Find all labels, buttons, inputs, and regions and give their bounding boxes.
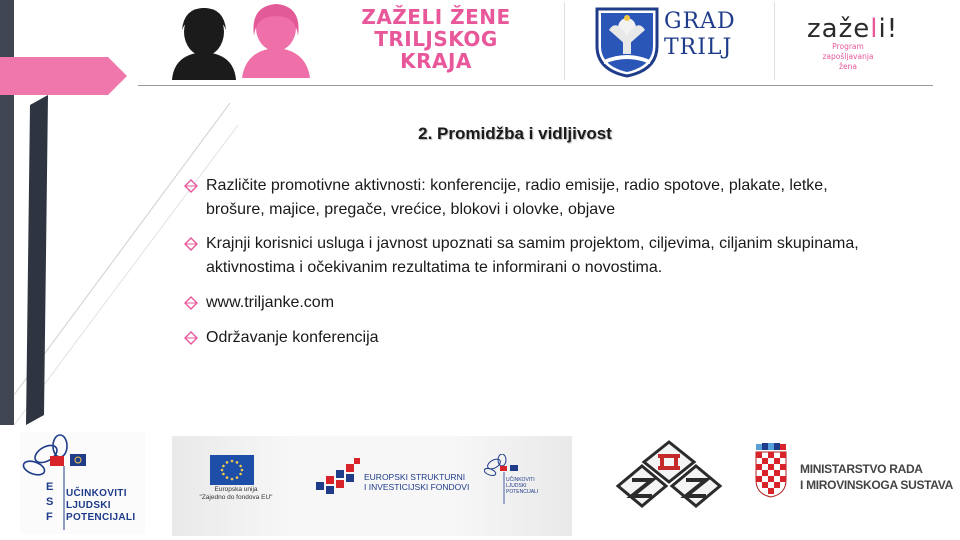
esf-small-tagline bbox=[506, 477, 538, 495]
zazeli-wordmark-pre: zaže bbox=[807, 14, 871, 44]
zazeli-subtitle bbox=[812, 42, 884, 72]
esf-letter-e: E bbox=[46, 481, 54, 493]
structural-funds-blocks-icon bbox=[314, 456, 362, 496]
header-rule bbox=[138, 85, 933, 86]
eu-caption-line-2: "Zajedno do fondova EU" bbox=[199, 494, 273, 501]
esf-small-line-3: POTENCIJALI bbox=[506, 489, 539, 495]
bullet-list bbox=[184, 174, 884, 350]
zazeli-wordmark-accent: l bbox=[870, 14, 879, 44]
eu-flag-icon bbox=[210, 455, 254, 485]
bullet-text: Održavanje konferencija bbox=[206, 329, 379, 346]
esf-letter-s: S bbox=[46, 496, 54, 508]
eu-caption bbox=[196, 486, 276, 502]
zazeli-wordmark-post: i! bbox=[878, 14, 899, 44]
list-item bbox=[184, 326, 884, 350]
women-logo-line-1: ZAŽELI ŽENE bbox=[361, 5, 511, 29]
website-link[interactable]: www.triljanke.com bbox=[206, 294, 335, 311]
zazeli-subtitle-line-3: žena bbox=[839, 62, 857, 71]
city-name-line-2: TRILJ bbox=[664, 35, 733, 60]
bullet-diamond-icon bbox=[184, 296, 198, 310]
city-name-line-1: GRAD bbox=[664, 9, 736, 34]
eu-caption-line-1: Europska unija bbox=[214, 486, 258, 493]
ministry-name bbox=[800, 461, 953, 493]
esf-tagline-line-2: LJUDSKI bbox=[66, 500, 111, 511]
esf-small-line-1: UČINKOVITI bbox=[506, 477, 535, 483]
esf-small-line-2: LJUDSKI bbox=[506, 483, 527, 489]
esf-tagline-line-1: UČINKOVITI bbox=[66, 488, 127, 499]
list-item bbox=[184, 291, 884, 315]
pink-arrow-decoration bbox=[0, 57, 127, 95]
bullet-text: Različite promotivne aktivnosti: konferencije, radio emisije, radio spotove, plakate, letke, brošure, majice, pregače, vrećice, blokovi i olovke, objave bbox=[206, 177, 828, 218]
list-item bbox=[184, 232, 884, 280]
list-item bbox=[184, 174, 884, 222]
zazeli-program-logo bbox=[807, 14, 898, 44]
employment-service-logo bbox=[614, 440, 724, 510]
zazeli-subtitle-line-1: Program bbox=[832, 42, 864, 51]
women-logo-line-3: KRAJA bbox=[400, 49, 472, 73]
esf-tagline bbox=[66, 488, 135, 524]
esf-letters bbox=[46, 480, 53, 525]
bullet-text: Krajnji korisnici usluga i javnost upoznati sa samim projektom, ciljevima, ciljanim skupinama, aktivnostima i očekivanim rezultatima te informirani o novostima. bbox=[206, 235, 859, 276]
structural-funds-line-1: EUROPSKI STRUKTURNI bbox=[364, 472, 466, 482]
bullet-diamond-icon bbox=[184, 179, 198, 193]
slide-title: 2. Promidžba i vidljivost bbox=[418, 124, 612, 143]
header-divider bbox=[564, 2, 565, 80]
structural-funds-line-2: I INVESTICIJSKI FONDOVI bbox=[364, 482, 470, 492]
bullet-diamond-icon bbox=[184, 237, 198, 251]
bullet-diamond-icon bbox=[184, 331, 198, 345]
croatian-crest-icon bbox=[754, 442, 788, 498]
esf-tagline-line-3: POTENCIJALI bbox=[66, 512, 136, 523]
esf-letter-f: F bbox=[46, 511, 53, 523]
ministry-line-2: I MIROVINSKOGA SUSTAVA bbox=[800, 478, 953, 492]
women-logo-title bbox=[338, 6, 534, 72]
city-crest-icon bbox=[594, 6, 660, 78]
zazeli-subtitle-line-2: zapošljavanja bbox=[822, 52, 874, 61]
ministry-line-1: MINISTARSTVO RADA bbox=[800, 462, 923, 476]
city-name bbox=[664, 9, 736, 61]
structural-funds-text bbox=[364, 472, 469, 492]
header-divider-2 bbox=[774, 2, 775, 80]
women-logo-line-2: TRILJSKOG bbox=[374, 27, 498, 51]
